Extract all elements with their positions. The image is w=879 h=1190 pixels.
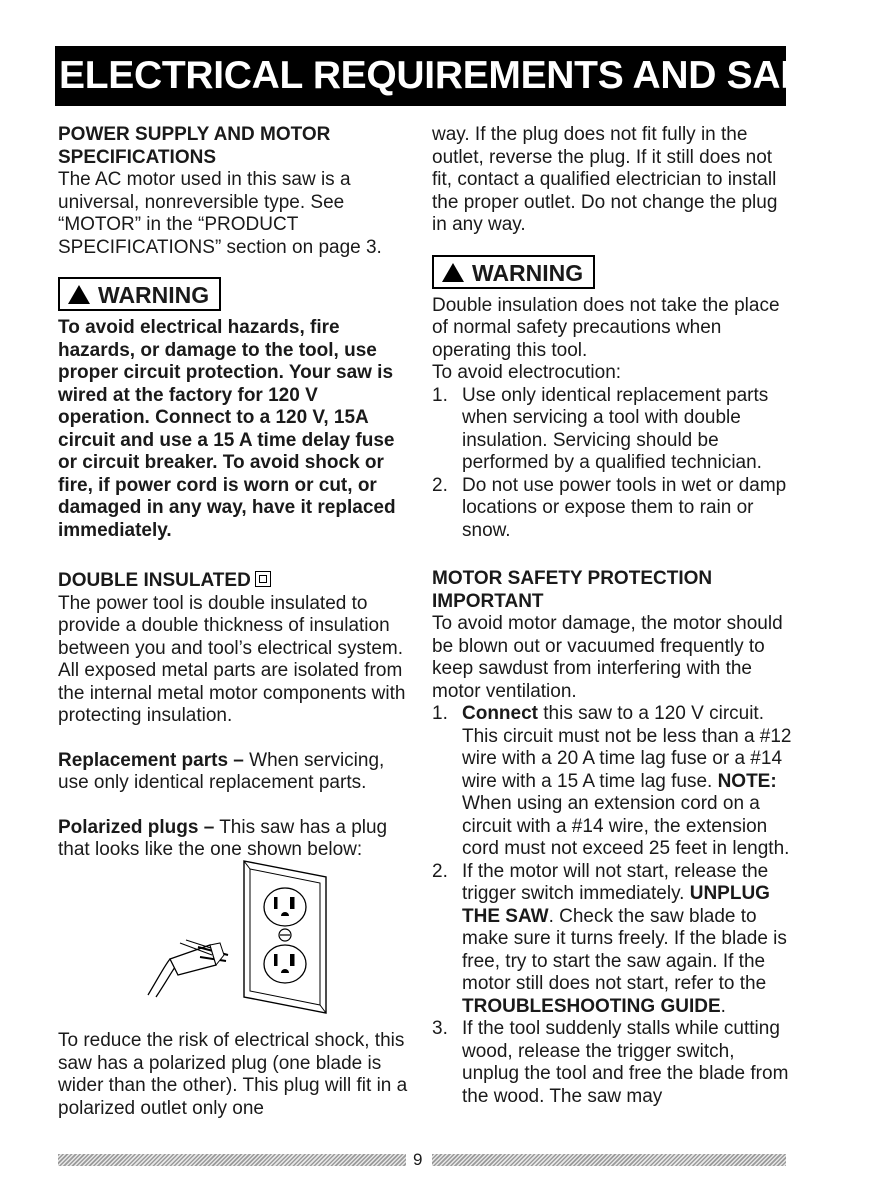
right-column	[432, 124, 792, 1108]
left-column	[58, 124, 408, 862]
warning-box-left	[58, 277, 221, 311]
troubleshooting-guide-label: TROUBLESHOOTING GUIDE	[462, 995, 721, 1017]
double-insulated-icon	[255, 571, 271, 587]
power-heading-line-1: POWER SUPPLY AND MOTOR	[58, 124, 331, 145]
power-supply-text: The AC motor used in this saw is a universal, nonreversible type. See “MOTOR” in the “PRODUCT SPECIFICATIONS” section on page 3.	[58, 169, 382, 258]
electrocution-list	[432, 385, 792, 543]
warning-triangle-icon	[442, 263, 464, 282]
polarized-plugs-label: Polarized plugs –	[58, 816, 215, 838]
warning-label-right: WARNING	[472, 259, 584, 286]
reduce-risk-block	[58, 1030, 408, 1120]
plug-continued-text: way. If the plug does not fit fully in the outlet, reverse the plug. If it still does not fit, contact a qualified electrician to install the proper outlet. Do not change the plug in any way.	[432, 124, 778, 235]
replacement-parts-paragraph	[58, 750, 408, 795]
motor-heading-line-2: IMPORTANT	[432, 590, 544, 612]
motor-safety-heading	[432, 568, 792, 613]
polarized-plugs-text: This saw has a plug that looks like the one shown below:	[58, 816, 388, 860]
warning-label-left: WARNING	[98, 282, 210, 308]
footer-bar-left	[58, 1154, 406, 1166]
motor-safety-text: To avoid motor damage, the motor should be blown out or vacuumed frequently to keep sawdust from interfering with the motor ventilation.	[432, 613, 783, 702]
replacement-parts-text: When servicing, use only identical replacement parts.	[58, 749, 385, 793]
stall-text: If the tool suddenly stalls while cutting wood, release the trigger switch, unplug the tool and free the blade from the wood. The saw may	[462, 1018, 789, 1107]
list-item-number: 2.	[432, 474, 448, 496]
replacement-parts-label: Replacement parts –	[58, 749, 244, 771]
power-supply-heading	[58, 124, 408, 169]
connect-label: Connect	[462, 703, 538, 724]
double-insulated-text: The power tool is double insulated to provide a double thickness of insulation between you and tool’s electrical system. All exposed metal parts are isolated from the internal metal motor components with protecting insulation.	[58, 592, 406, 726]
power-heading-line-2: SPECIFICATIONS	[58, 146, 216, 168]
list-item-text: Use only identical replacement parts when servicing a tool with double insulation. Servicing should be performed by a qualified technician.	[462, 384, 769, 473]
double-insulation-warning-text: Double insulation does not take the place of normal safety precautions when operating this tool.	[432, 294, 780, 361]
page-number: 9	[413, 1150, 423, 1169]
list-item	[432, 703, 792, 861]
warning-text-left: To avoid electrical hazards, fire hazards, or damage to the tool, use proper circuit protection. Your saw is wired at the factory for 120 V operation. Connect to a 120 V, 15A circuit and use a 15 A time delay fuse or circuit breaker. To avoid shock or fire, if power cord is worn or cut, or damaged in any way, have it replaced immediately.	[58, 317, 396, 541]
list-item	[432, 385, 792, 475]
footer-bar-right	[432, 1154, 786, 1166]
list-item	[432, 1018, 792, 1108]
motor-heading-line-1: MOTOR SAFETY PROTECTION	[432, 568, 713, 589]
list-item-text: Do not use power tools in wet or damp locations or expose them to rain or snow.	[462, 474, 787, 541]
list-item-number: 2.	[432, 860, 448, 882]
motor-not-start-text: If the motor will not start, release the trigger switch immediately.	[462, 860, 769, 904]
list-item-number: 1.	[432, 384, 448, 406]
double-insulated-heading: DOUBLE INSULATED	[58, 570, 251, 591]
list-item	[432, 475, 792, 543]
period-text: .	[720, 995, 726, 1017]
list-item-number: 3.	[432, 1018, 448, 1039]
note-text: When using an extension cord on a circuit with a #14 wire, the extension cord must not exceed 25 feet in length.	[462, 793, 790, 859]
warning-box-right	[432, 255, 595, 289]
motor-safety-list	[432, 703, 792, 1108]
check-blade-text: . Check the saw blade to make sure it turns freely. If the blade is free, try to start the saw again. If the motor still does not start, refer to the	[462, 905, 787, 994]
list-item	[432, 861, 792, 1019]
reduce-risk-text: To reduce the risk of electrical shock, this saw has a polarized plug (one blade is wider than the other). This plug will fit in a polarized outlet only one	[58, 1030, 408, 1119]
avoid-electrocution-text: To avoid electrocution:	[432, 362, 622, 383]
page-title: ELECTRICAL REQUIREMENTS AND SAFETY	[55, 46, 786, 106]
unplug-the-saw-label: UNPLUG THE SAW	[462, 883, 770, 927]
connect-text: this saw to a 120 V circuit. This circuit must not be less than a #12 wire with a 20 A time lag fuse or a #14 wire with a 15 A time lag fuse.	[462, 703, 792, 792]
list-item-number: 1.	[432, 703, 448, 724]
warning-triangle-icon	[68, 285, 90, 304]
note-label: NOTE:	[717, 770, 777, 792]
polarized-plug-illustration	[140, 855, 340, 1015]
